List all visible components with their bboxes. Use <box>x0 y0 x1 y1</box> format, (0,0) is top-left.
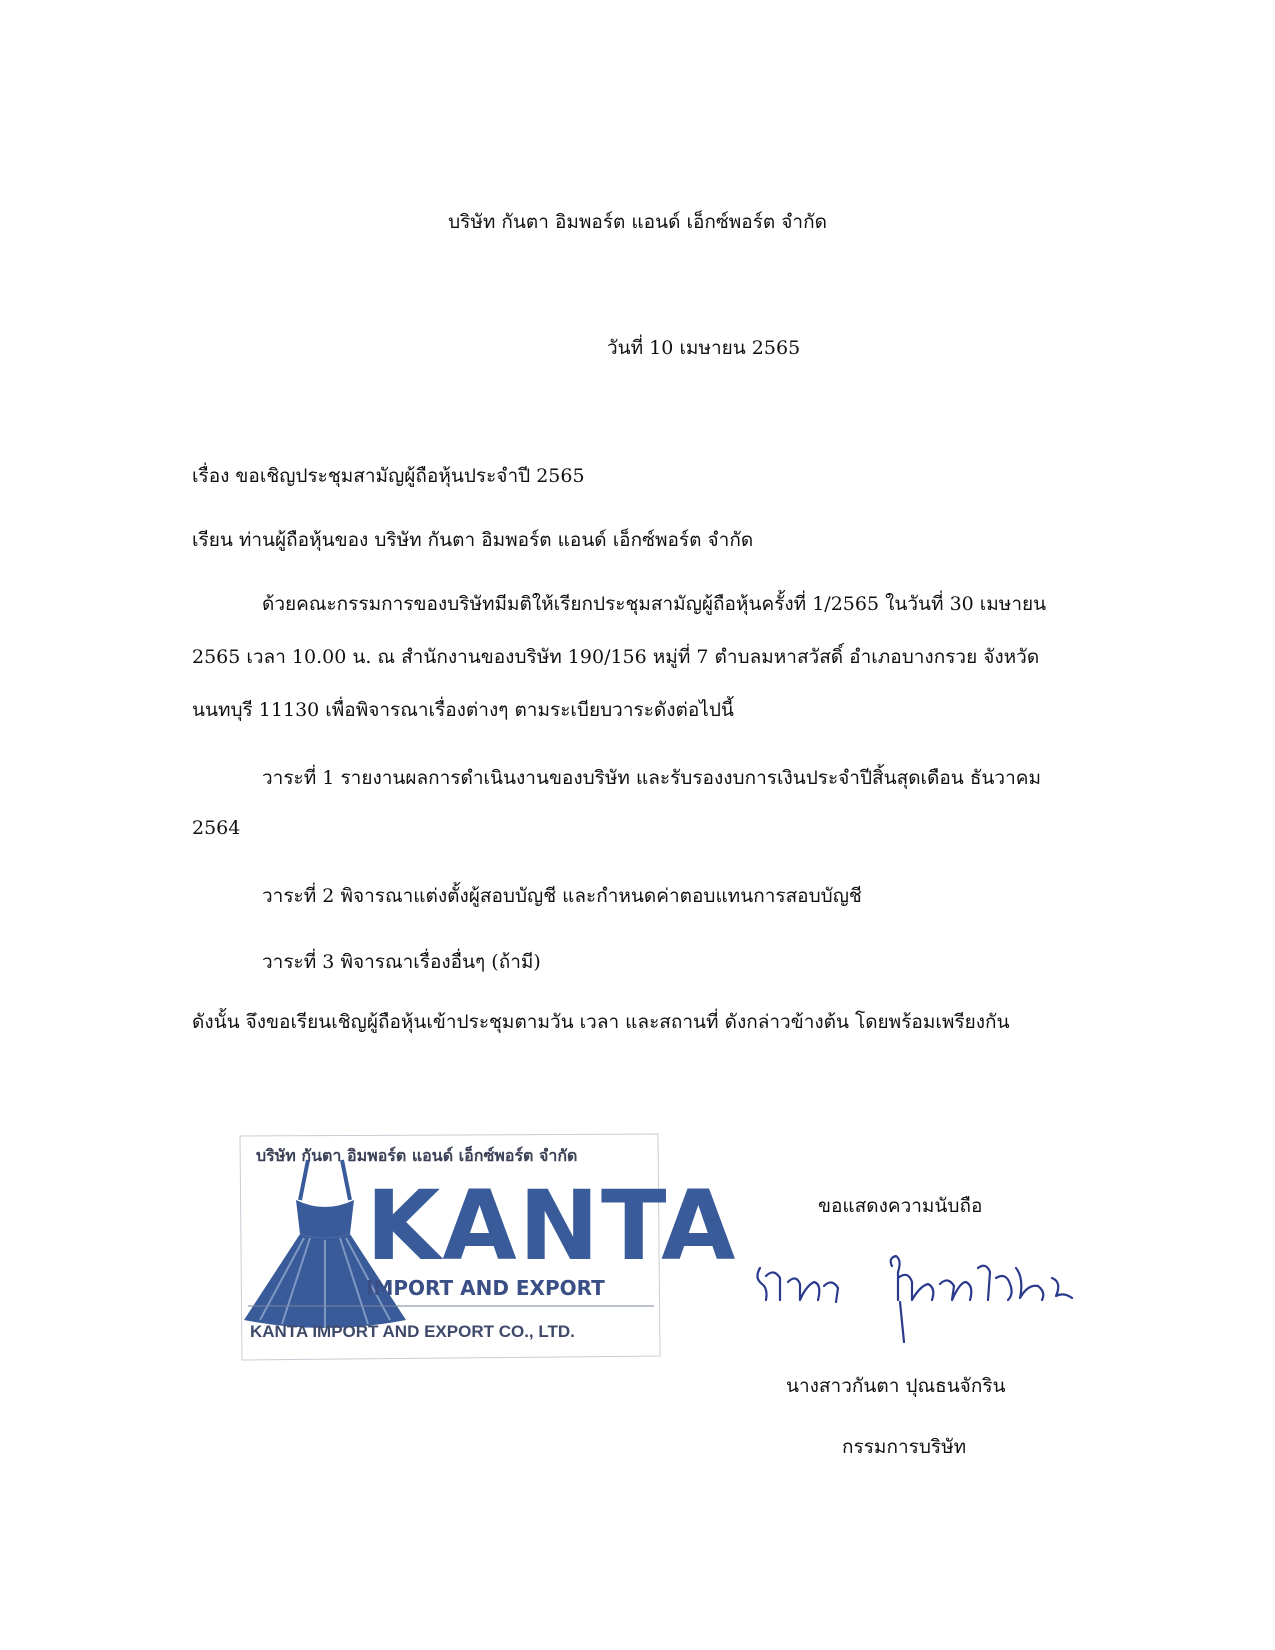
agenda-item-1-continued: 2564 <box>192 817 241 839</box>
agenda-item-1: วาระที่ 1 รายงานผลการดำเนินงานของบริษัท และรับรองงบการเงินประจำปีสิ้นสุดเดือน ธันวาคม <box>262 767 1041 789</box>
body-paragraph-line: 2565 เวลา 10.00 น. ณ สำนักงานของบริษัท 190/156 หมู่ที่ 7 ตำบลมหาสวัสดิ์ อำเภอบางกรวย จังหวัด <box>192 646 1040 668</box>
closing-paragraph: ดังนั้น จึงขอเรียนเชิญผู้ถือหุ้นเข้าประชุมตามวัน เวลา และสถานที่ ดังกล่าวข้างต้น โดยพร้อมเพรียงกัน <box>192 1011 1010 1033</box>
stamp-tagline: IMPORT AND EXPORT <box>366 1276 605 1300</box>
letter-subject: เรื่อง ขอเชิญประชุมสามัญผู้ถือหุ้นประจำปี 2565 <box>192 465 585 487</box>
body-paragraph-line: ด้วยคณะกรรมการของบริษัทมีมติให้เรียกประชุมสามัญผู้ถือหุ้นครั้งที่ 1/2565 ในวันที่ 30 เมษายน <box>262 593 1047 615</box>
agenda-item-2: วาระที่ 2 พิจารณาแต่งตั้งผู้สอบบัญชี และกำหนดค่าตอบแทนการสอบบัญชี <box>262 885 862 907</box>
stamp-company-name: บริษัท กันตา อิมพอร์ต แอนด์ เอ็กซ์พอร์ต จำกัด <box>256 1146 578 1165</box>
letter-date: วันที่ 10 เมษายน 2565 <box>607 337 801 359</box>
company-stamp <box>238 1130 738 1362</box>
stamp-fullname: KANTA IMPORT AND EXPORT CO., LTD. <box>250 1322 575 1341</box>
letter-recipient: เรียน ท่านผู้ถือหุ้นของ บริษัท กันตา อิมพอร์ต แอนด์ เอ็กซ์พอร์ต จำกัด <box>192 529 754 551</box>
signer-title: กรรมการบริษัท <box>842 1436 967 1458</box>
signer-name: นางสาวกันตา ปุณธนจักริน <box>786 1375 1006 1397</box>
company-header: บริษัท กันตา อิมพอร์ต แอนด์ เอ็กซ์พอร์ต จำกัด <box>448 211 827 233</box>
handwritten-signature <box>752 1238 1082 1348</box>
agenda-item-3: วาระที่ 3 พิจารณาเรื่องอื่นๆ (ถ้ามี) <box>262 951 541 973</box>
body-paragraph-line: นนทบุรี 11130 เพื่อพิจารณาเรื่องต่างๆ ตามระเบียบวาระดังต่อไปนี้ <box>192 699 734 721</box>
regards-text: ขอแสดงความนับถือ <box>818 1195 983 1217</box>
stamp-brand: KANTA <box>366 1170 738 1282</box>
